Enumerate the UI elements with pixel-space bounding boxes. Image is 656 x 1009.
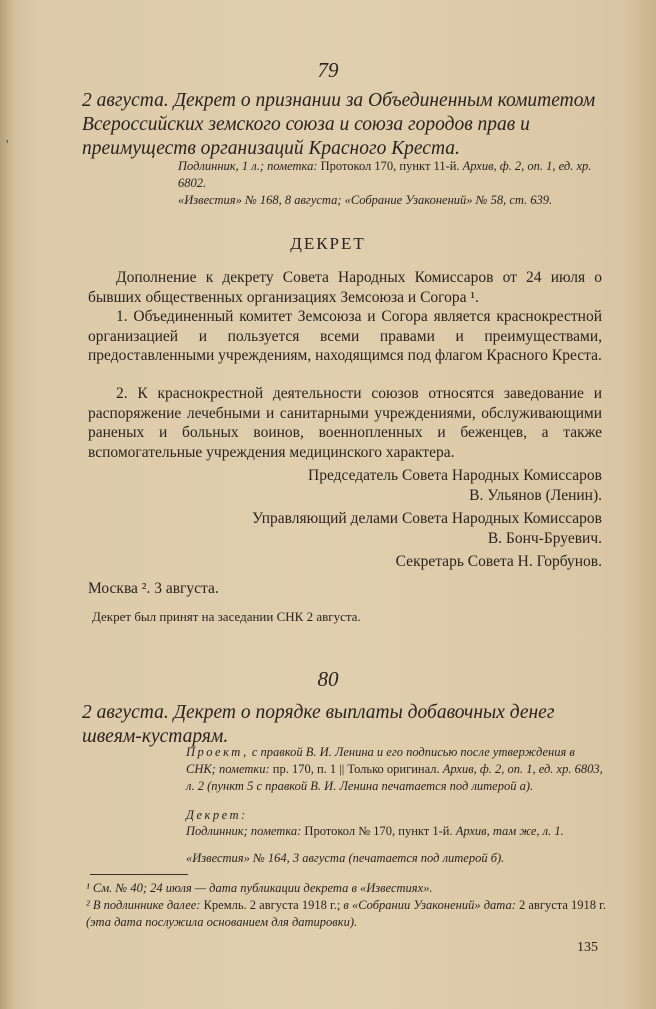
signature-chairman-role: Председатель Совета Народных Комиссаров xyxy=(308,467,602,484)
footnote-2-a: ² В подлиннике далее: xyxy=(86,898,201,912)
decree-label-80: Декрет: xyxy=(186,808,248,822)
draft-text-c: Архив, ф. 2, оп. 1, ед. хр. 6803, л. 2 (пункт 5 с правкой В. И. Ленина печатается под литерой а). xyxy=(186,762,603,793)
publication-note-79: «Известия» № 168, 8 августа; «Собрание Узаконений» № 58, ст. 639. xyxy=(178,193,553,207)
document-number-79: 79 xyxy=(317,58,339,82)
source-note-79 xyxy=(178,158,602,192)
footnote-2 xyxy=(86,897,606,931)
decree-preamble: Дополнение к декрету Совета Народных Комиссаров от 24 июля о бывших общественных организациях Земсоюза и Согора ¹. xyxy=(88,269,602,306)
izvestia-note-80: «Известия» № 164, 3 августа (печатается под литерой б). xyxy=(186,851,505,865)
signature-manager-role: Управляющий делами Совета Народных Комиссаров xyxy=(252,510,602,527)
footnote-2-d: 2 августа 1918 г. xyxy=(519,898,607,912)
footnote-2-b: Кремль. 2 августа 1918 г.; xyxy=(203,898,341,912)
signature-manager-name: В. Бонч-Бруевич. xyxy=(487,530,602,547)
page-number: 135 xyxy=(577,940,598,955)
source-label: Подлинник, 1 л.; пометка: xyxy=(178,159,318,173)
decree-title: ДЕКРЕТ xyxy=(290,234,366,253)
source-text: Протокол 170, пункт 11-й. xyxy=(320,159,460,173)
document-number-80: 80 xyxy=(317,667,339,691)
draft-note-80 xyxy=(186,744,604,795)
signature-chairman-name: В. Ульянов (Ленин). xyxy=(469,487,602,504)
footnote-2-e: (эта дата послужила основанием для датировки). xyxy=(86,915,358,929)
document-heading-80: 2 августа. Декрет о порядке выплаты добавочных денег швеям-кустарям. xyxy=(82,702,555,747)
footnote-rule xyxy=(90,874,188,875)
decree-paragraph-2: 2. К краснокрестной деятельности союзов относятся заведование и распоряжение лечебными и санитарными учреждениями, обслуживающими раненых и больных воинов, военнопленных и беженцев, а также вспомогательные учреждения медицинского характера. xyxy=(88,385,602,461)
original-tail: Архив, там же, л. 1. xyxy=(455,824,564,838)
draft-label: Проект, xyxy=(186,745,249,759)
place-date: Москва ². 3 августа. xyxy=(88,580,219,597)
document-heading-79: 2 августа. Декрет о признании за Объединенным комитетом Всероссийских земского союза и союза городов прав и преимуществ организаций Красного Креста. xyxy=(82,90,596,159)
margin-mark: ' xyxy=(6,138,9,153)
original-text: Протокол № 170, пункт 1-й. xyxy=(304,824,453,838)
adoption-note: Декрет был принят на заседании СНК 2 августа. xyxy=(92,609,361,624)
signature-manager xyxy=(252,509,602,549)
footnote-1: ¹ См. № 40; 24 июля — дата публикации декрета в «Известиях». xyxy=(86,881,433,895)
original-label: Подлинник; пометка: xyxy=(186,824,302,838)
source-tail: Архив, ф. 2, оп. 1, ед. хр. 6802. xyxy=(178,159,592,190)
signature-chairman xyxy=(308,466,602,506)
draft-text-b: пр. 170, п. 1 || Только оригинал. xyxy=(272,762,440,776)
draft-text-a: с правкой В. И. Ленина и его подписью после утверждения в СНК; пометки: xyxy=(186,745,575,776)
footnote-2-c: в «Собрании Узаконений» дата: xyxy=(343,898,516,912)
signature-secretary: Секретарь Совета Н. Горбунов. xyxy=(395,553,602,570)
original-note-80 xyxy=(186,823,604,840)
decree-paragraph-1: 1. Объединенный комитет Земсоюза и Согора является краснокрестной организацией и пользуется всеми правами и преимуществами, предоставленными учреждениям, находящимся под флагом Красного Креста. xyxy=(88,308,602,365)
